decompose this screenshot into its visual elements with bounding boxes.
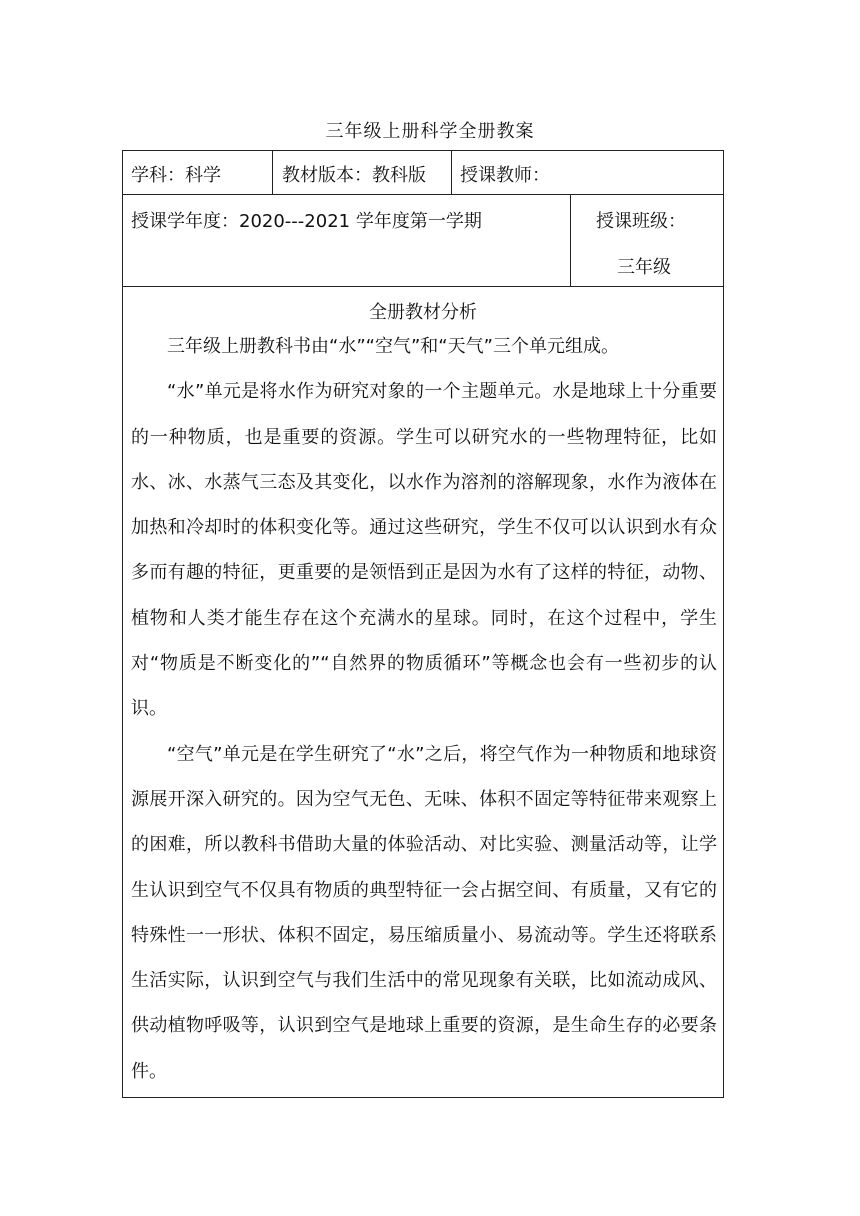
table-col-divider [451,150,452,194]
class-label: 授课班级： [596,211,686,232]
teacher-cell: 授课教师： [460,165,550,186]
analysis-paragraph: “空气”单元是在学生研究了“水”之后，将空气作为一种物质和地球资源展开深入研究的。因为空气无色、无味、体积不固定等特征带来观察上的困难，所以教科书借助大量的体验活动、对比实验、测量活动等，让学生认识到空气不仅具有物质的典型特征一会占据空间、有质量，又有它的特殊性一一形状、体积不固定，易压缩质量小、易流动等。学生还将联系生活实际，认识到空气与我们生活中的常见现象有关联，比如流动成风、供动植物呼吸等，认识到空气是地球上重要的资源，是生命生存的必要条件。 [131,743,717,1082]
table-col-divider [570,194,571,286]
school-year-cell: 授课学年度：2020---2021 学年度第一学期 [131,211,482,232]
textbook-version-cell: 教材版本：教科版 [282,165,426,186]
analysis-paragraph: “水”单元是将水作为研究对象的一个主题单元。水是地球上十分重要的一种物质，也是重要的资源。学生可以研究水的一些物理特征，比如水、冰、水蒸气三态及其变化，以水作为溶剂的溶解现象，水作为液体在加热和冷却时的体积变化等。通过这些研究，学生不仅可以认识到水有众多而有趣的特征，更重要的是领悟到正是因为水有了这样的特征，动物、植物和人类才能生存在这个充满水的星球。同时，在这个过程中，学生对“物质是不断变化的”“自然界的物质循环”等概念也会有一些初步的认识。 [131,381,717,720]
class-value: 三年级 [617,257,671,278]
subject-cell: 学科：科学 [131,165,221,186]
analysis-body [131,324,717,1094]
analysis-paragraph: 三年级上册教科书由“水”“空气”和“天气”三个单元组成。 [167,336,619,357]
table-row-divider [122,194,724,195]
analysis-heading: 全册教材分析 [369,302,477,323]
document-title: 三年级上册科学全册教案 [325,121,535,142]
table-col-divider [272,150,273,194]
table-row-divider [122,286,724,287]
